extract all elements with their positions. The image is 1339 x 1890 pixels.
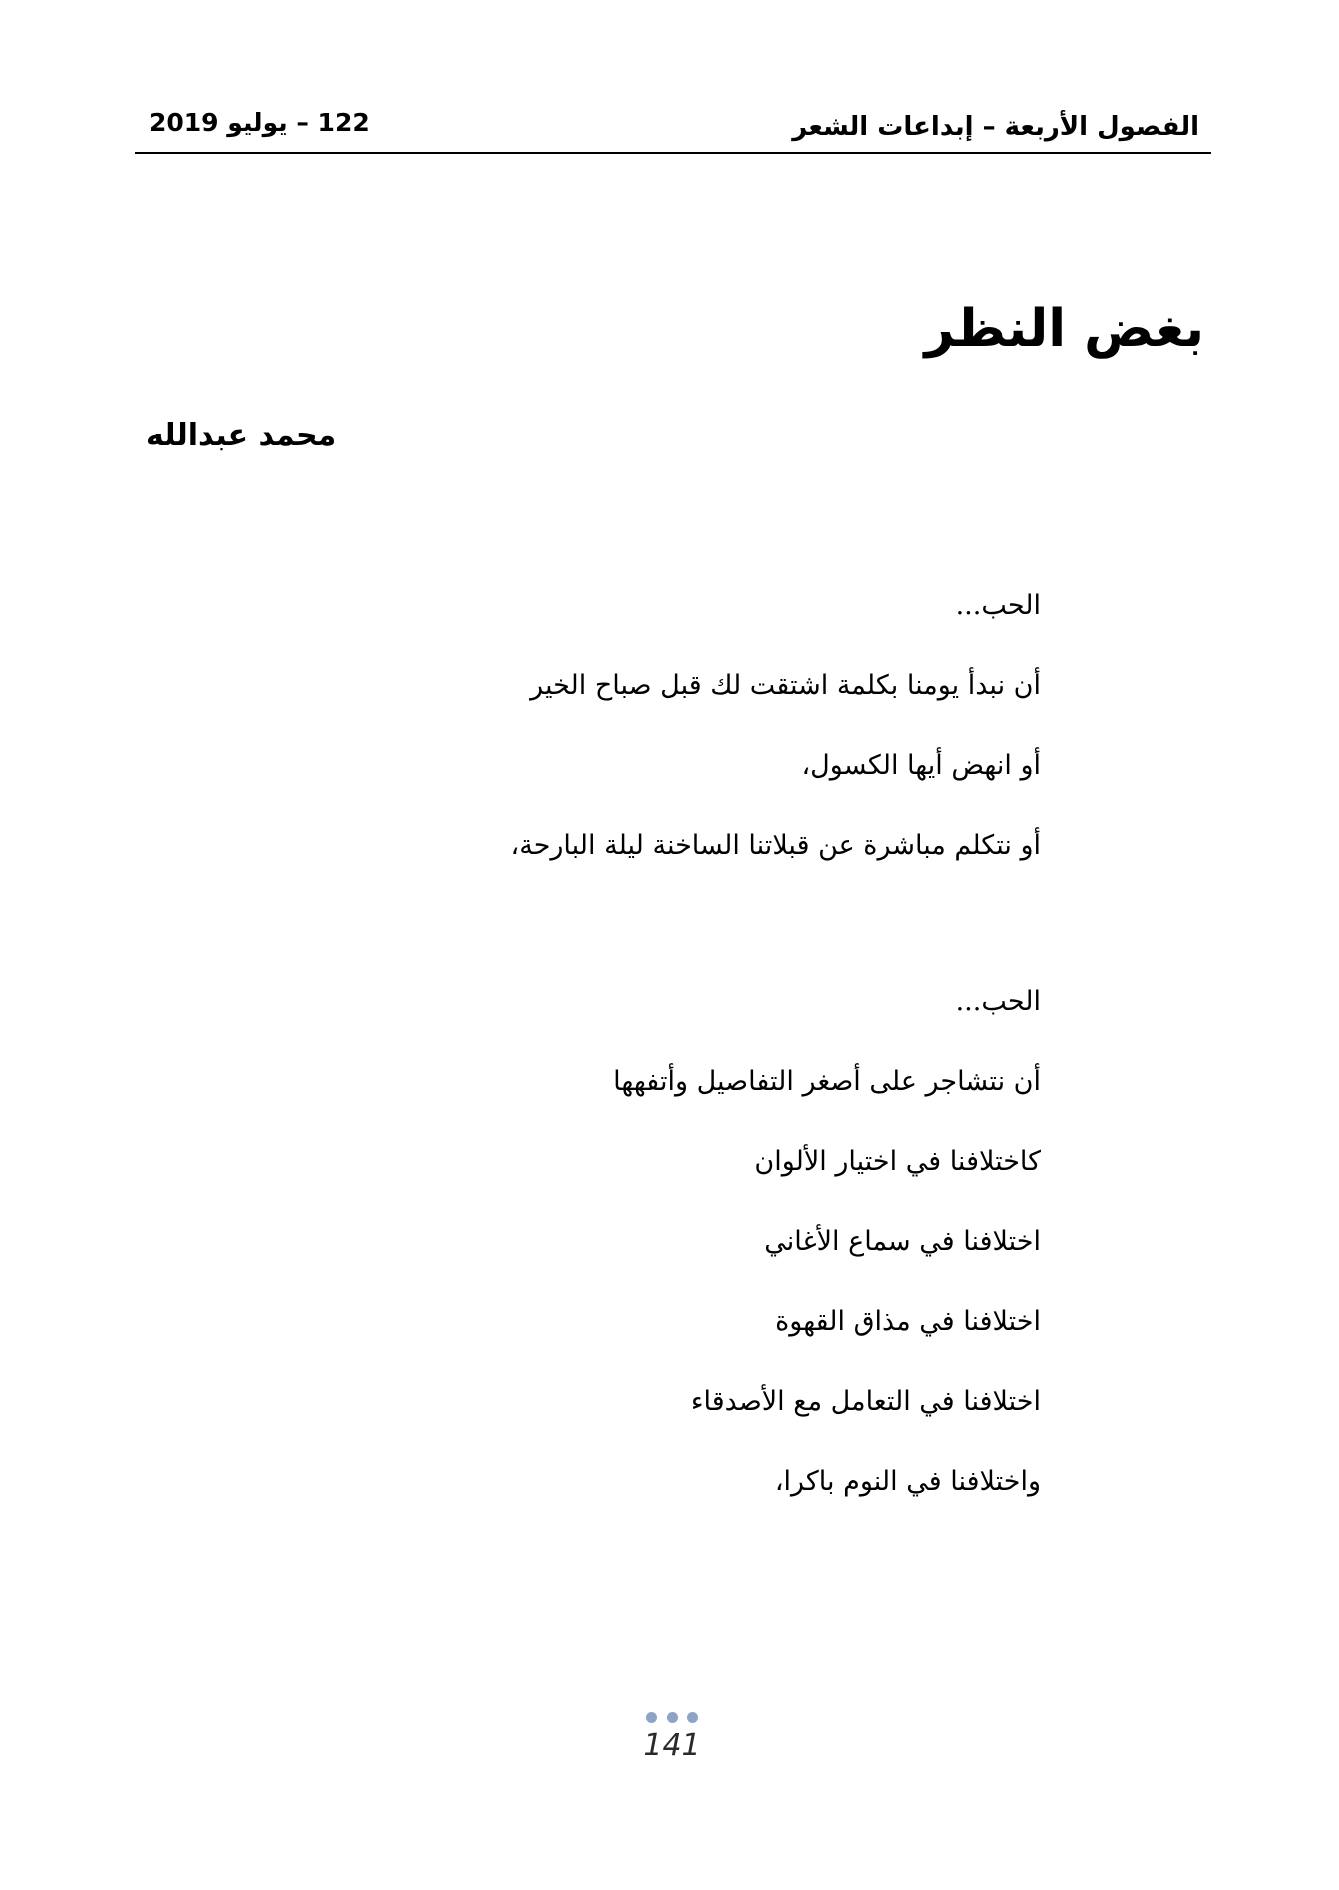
poem-line: أن نتشاجر على أصغر التفاصيل وأتفهها — [613, 1066, 1041, 1097]
poem-line: واختلافنا في النوم باكرا، — [774, 1466, 1041, 1497]
poem-line: اختلافنا في التعامل مع الأصدقاء — [690, 1386, 1041, 1417]
poem-author: محمد عبدالله — [146, 418, 337, 453]
poem-line: الحب... — [955, 590, 1041, 621]
poem-line: أو نتكلم مباشرة عن قبلاتنا الساخنة ليلة البارحة، — [510, 830, 1041, 861]
poem-line: الحب... — [955, 986, 1041, 1017]
page-number: 141 — [643, 1728, 701, 1763]
ornament-dot — [667, 1712, 678, 1723]
page-ornament-dots — [646, 1712, 698, 1724]
poem-line: اختلافنا في مذاق القهوة — [775, 1306, 1041, 1337]
ornament-dot — [646, 1712, 657, 1723]
ornament-dot — [687, 1712, 698, 1723]
poem-line: كاختلافنا في اختيار الألوان — [754, 1146, 1041, 1177]
poem-line: أو انهض أيها الكسول، — [801, 750, 1041, 781]
journal-section-title: الفصول الأربعة – إبداعات الشعر — [792, 112, 1199, 142]
poem-line: أن نبدأ يومنا بكلمة اشتقت لك قبل صباح الخير — [530, 670, 1041, 701]
poem-title: بغض النظر — [924, 299, 1204, 359]
page-header — [135, 100, 1211, 154]
poem-line: اختلافنا في سماع الأغاني — [764, 1226, 1041, 1257]
poem-stanza-2 — [613, 980, 1041, 1540]
issue-info: 122 – يوليو 2019 — [149, 108, 370, 137]
poem-stanza-1 — [511, 584, 1041, 904]
